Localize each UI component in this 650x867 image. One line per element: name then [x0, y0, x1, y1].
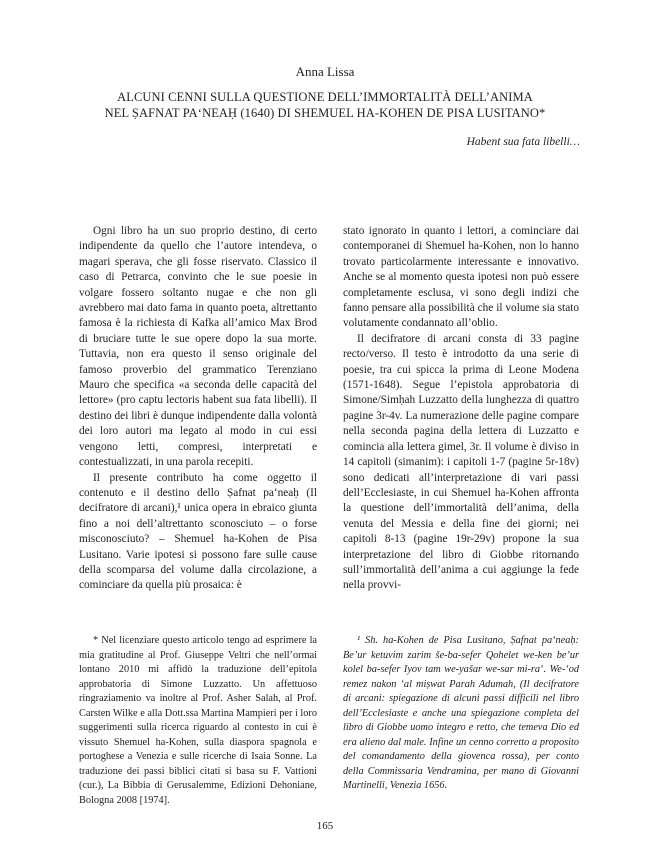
epigraph: Habent sua fata libelli…	[466, 136, 580, 148]
body-paragraph: Ogni libro ha un suo proprio destino, di certo indipendente da quello che l’autore intendeva, o magari sperava, che gli fosse riservato. Classico il caso di Petrarca, convinto che le sue poesie in volgare fossero soltanto nugae e che non gli avrebbero mai dato fama in quanto poeta, altrettanto famosa è la richiesta di Kafka all’amico Max Brod di bruciare tutte le sue opere dopo la sua morte. Tuttavia, non era questo il senso originale del famoso proverbio del grammatico Terenziano Mauro che specifica «a seconda delle capacità del lettore» (pro captu lectoris habent sua fata libelli). Il destino dei libri è dunque indipendente dalla volontà dei loro autori ma legato al modo in cui essi vengono letti, compresi, interpretati e contestualizzati, in una parola recepiti.	[79, 225, 317, 469]
footnote-acknowledgement	[79, 634, 317, 808]
body-paragraph: Il presente contributo ha come oggetto il contenuto e il destino dello Ṣafnat pa‘neaḥ (Il decifratore di arcani),¹ unica opera in ebraico giunta fino a noi dell’altrettanto sconosciuto – o forse misconosciuto? – Shemuel ha-Kohen de Pisa Lusitano. Varie ipotesi si possono fare sulle cause della scomparsa del volume dalla circolazione, a cominciare da quella più prosaica: è	[79, 471, 317, 592]
body-paragraph: stato ignorato in quanto i lettori, a cominciare dai contemporanei di Shemuel ha-Kohen, non lo hanno trovato particolarmente interessante e innovativo. Anche se al momento questa ipotesi non può essere completamente esclusa, vi sono degli indizi che fanno pensare alla possibilità che il volume sia stato volutamente condannato all’oblio.	[343, 225, 579, 330]
footnote-1	[343, 634, 579, 794]
author-name: Anna Lissa	[295, 64, 355, 79]
body-column-right	[343, 224, 579, 594]
body-column-left	[79, 224, 317, 594]
article-title-line-1: ALCUNI CENNI SULLA QUESTIONE DELL’IMMORTALITÀ DELL’ANIMA	[117, 90, 533, 104]
footnote-text: ¹ Sh. ha-Kohen de Pisa Lusitano, Ṣafnat pa‘neaḥ: Be’ur ketuvim zarim še-ba-sefer Qohelet we-ken be’ur kolel ba-sefer Iyov tam we-yašar we-sar mi-ra‘. We-‘od remez nakon ‘al miṣwat Parah Adumah, (Il decifratore di arcani: spiegazione di alcuni passi difficili nel libro dell’Ecclesiaste e anche una spiegazione completa del libro di Giobbe uomo integro e retto, che temeva Dio ed era alieno dal male. Infine un cenno corretto a proposito del comandamento della giovenca rossa), per conto della Commissaria Vendramina, per mano di Giovanni Martinelli, Venezia 1656.	[343, 635, 579, 791]
body-paragraph: Il decifratore di arcani consta di 33 pagine recto/verso. Il testo è introdotto da una serie di poesie, tra cui spicca la prima di Leone Modena (1571-1648). Segue l’epistola approbatoria di Simone/Simḥah Luzzatto della lunghezza di quattro pagine 3r-4v. La numerazione delle pagine compare nella seconda pagina della lettera di Luzzatto e comincia alla lettera gimel, 3r. Il volume è diviso in 14 capitoli (simanim): i capitoli 1-7 (pagine 5r-18v) sono dedicati all’interpretazione di vari passi dell’Ecclesiaste, in cui Shemuel ha-Kohen affronta la questione dell’immortalità dell’anima, della venuta del Messia e della fine dei giorni; nei capitoli 8-13 (pagine 19r-29v) propone la sua interpretazione del libro di Giobbe ritornando sull’immortalità dell’anima a cui aggiunge la fede nella provvi-	[343, 332, 579, 592]
page-number: 165	[316, 820, 334, 832]
article-title-line-2: NEL ṢAFNAT PA‘NEAḤ (1640) DI SHEMUEL HA-KOHEN DE PISA LUSITANO*	[104, 106, 546, 120]
footnote-text: * Nel licenziare questo articolo tengo ad esprimere la mia gratitudine al Prof. Giuseppe Veltri che nell’ormai lontano 2010 mi affidò la traduzione dell’epitola approbatoria di Simone Luzzatto. Un affettuoso ringraziamento va inoltre al Prof. Asher Salah, al Prof. Carsten Wilke e alla Dott.ssa Martina Mampieri per i loro suggerimenti sulla ricerca riguardo al contesto in cui è vissuto Shemuel ha-Kohen, sulla diaspora spagnola e portoghese a Venezia e sulle ricerche di Isaia Sonne. La traduzione dei passi biblici citati si basa su F. Vattioni (cur.), La Bibbia di Gerusalemme, Edizioni Dehoniane, Bologna 2008 [1974].	[79, 635, 317, 806]
